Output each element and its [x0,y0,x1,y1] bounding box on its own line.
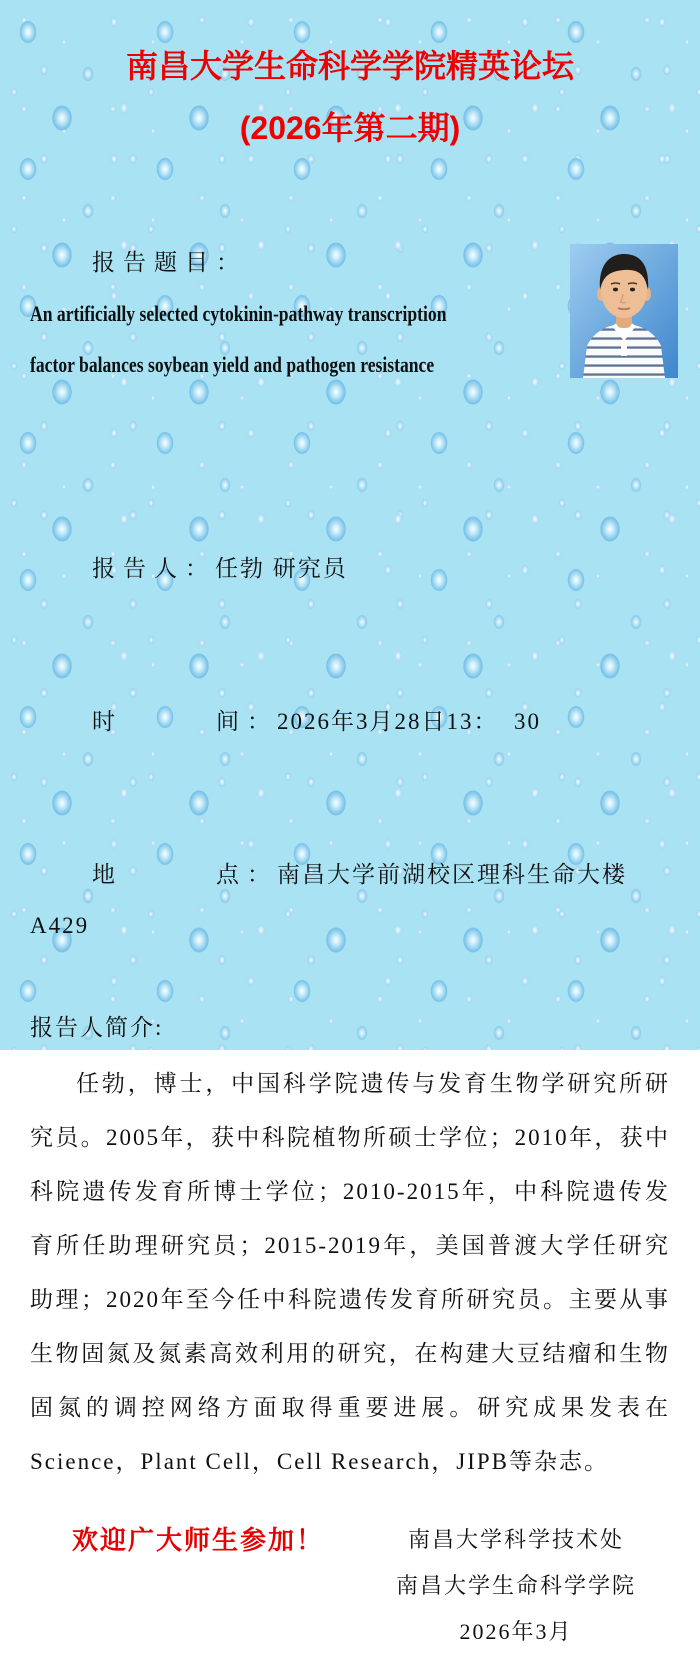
speaker-value: 任勃 研究员 [215,556,348,581]
signature-block [396,1517,636,1655]
signature-org1: 南昌大学科学技术处 [407,1527,624,1552]
location-value: 南昌大学前湖校区理科生命大楼A429 [30,862,627,938]
time-colon: ： [247,709,272,734]
bio-heading: 报告人简介: [30,1015,164,1040]
location-label: 地 点 [92,862,247,887]
poster-title-line2: (2026年第二期) [239,110,461,146]
location-colon: ： [247,862,272,887]
topic-label: 报告题目 [92,250,216,275]
time-value: 2026年3月28日13： 30 [277,709,541,734]
topic-title-english-line1: An artificially selected cytokinin-pathway transcription [30,301,447,326]
topic-title-english-line2: factor balances soybean yield and pathogen resistance [30,352,435,377]
detail-row-speaker [30,492,670,645]
time-label: 时 间 [92,709,247,734]
topic-colon: ： [216,250,241,275]
speaker-photo [570,244,678,378]
speaker-bio-paragraph: 任勃，博士，中国科学院遗传与发育生物学研究所研究员。2005年，获中科院植物所硕士学位；2010年，获中科院遗传发育所博士学位；2010-2015年，中科院遗传发育所任助理研究员；2015-2019年，美国普渡大学任研究助理；2020年至今任中科院遗传发育所研究员。主要从事生物固氮及氮素高效利用的研究，在构建大豆结瘤和生物固氮的调控网络方面取得重要进展。研究成果发表在Science，Plant Cell，Cell Research，JIPB等杂志。 [30,1071,670,1474]
speaker-label: 报告人 [92,556,185,581]
poster-footer [30,1517,670,1655]
poster-title-line1: 南昌大学生命科学学院精英论坛 [125,48,574,84]
seminar-details [30,186,670,1489]
welcome-text: 欢迎广大师生参加！ [72,1525,325,1555]
detail-row-time [30,645,670,798]
detail-row-location [30,798,670,1002]
speaker-colon: ： [185,556,210,581]
signature-date: 2026年3月 [459,1619,573,1644]
signature-org2: 南昌大学生命科学学院 [395,1573,636,1598]
